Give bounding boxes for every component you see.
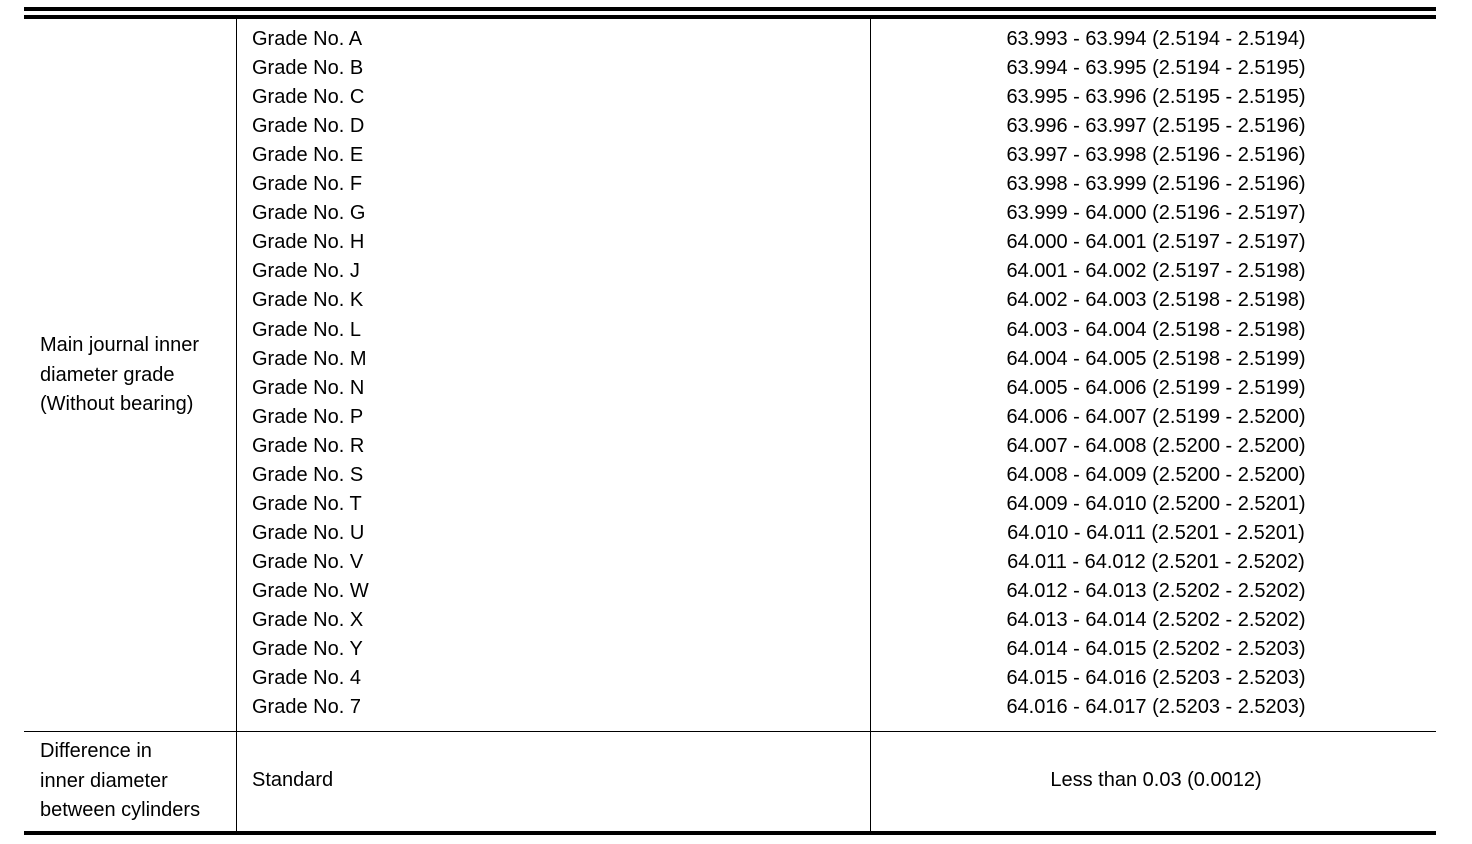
grade-name: Grade No. 7 [252, 696, 361, 718]
grade-value: 63.997 - 63.998 (2.5196 - 2.5196) [1006, 144, 1306, 166]
grade-value: 64.007 - 64.008 (2.5200 - 2.5200) [1006, 435, 1306, 457]
grade-value: 64.010 - 64.011 (2.5201 - 2.5201) [1007, 522, 1305, 544]
difference-value: Less than 0.03 (0.0012) [1050, 769, 1262, 791]
table-top-rule [24, 7, 1436, 11]
grade-name: Grade No. K [252, 289, 364, 311]
grade-name: Grade No. X [252, 609, 364, 631]
grade-value: 63.994 - 63.995 (2.5194 - 2.5195) [1006, 57, 1306, 79]
difference-section-label [40, 737, 240, 826]
grade-name: Grade No. P [252, 406, 364, 428]
section-divider [24, 731, 1436, 732]
grade-value: 63.995 - 63.996 (2.5195 - 2.5195) [1006, 86, 1306, 108]
grade-value: 64.011 - 64.012 (2.5201 - 2.5202) [1007, 551, 1305, 573]
grade-value: 64.016 - 64.017 (2.5203 - 2.5203) [1006, 696, 1306, 718]
grade-value: 64.012 - 64.013 (2.5202 - 2.5202) [1006, 580, 1306, 602]
table-bottom-rule [24, 831, 1436, 835]
grade-name: Grade No. F [252, 173, 363, 195]
grade-name: Grade No. N [252, 377, 365, 399]
grade-name: Grade No. G [252, 202, 366, 224]
grade-name: Grade No. C [252, 86, 365, 108]
grade-name: Grade No. L [252, 319, 361, 341]
grade-name: Grade No. M [252, 348, 367, 370]
grade-value: 64.001 - 64.002 (2.5197 - 2.5198) [1006, 260, 1306, 282]
grade-value: 63.998 - 63.999 (2.5196 - 2.5196) [1006, 173, 1306, 195]
grade-value: 64.006 - 64.007 (2.5199 - 2.5200) [1006, 406, 1306, 428]
grade-name: Grade No. R [252, 435, 365, 457]
grade-name: Grade No. V [252, 551, 364, 573]
grade-name: Grade No. B [252, 57, 364, 79]
grade-name: Grade No. E [252, 144, 364, 166]
grade-value: 64.008 - 64.009 (2.5200 - 2.5200) [1006, 464, 1306, 486]
grade-value: 64.004 - 64.005 (2.5198 - 2.5199) [1006, 348, 1306, 370]
grade-name: Grade No. H [252, 231, 365, 253]
grade-value: 64.009 - 64.010 (2.5200 - 2.5201) [1006, 493, 1306, 515]
grade-name: Grade No. S [252, 464, 364, 486]
difference-label-line-1: Difference in [40, 740, 152, 762]
grade-value: 64.015 - 64.016 (2.5203 - 2.5203) [1006, 667, 1306, 689]
grade-name: Grade No. 4 [252, 667, 361, 689]
difference-item: Standard [252, 769, 334, 791]
grade-name: Grade No. Y [252, 638, 363, 660]
grade-name: Grade No. J [252, 260, 360, 282]
grade-name: Grade No. W [252, 580, 369, 602]
difference-label-line-3: between cylinders [40, 799, 201, 821]
grade-value: 63.993 - 63.994 (2.5194 - 2.5194) [1006, 28, 1306, 50]
grade-section-label [40, 331, 240, 420]
grade-label-line-2: diameter grade [40, 363, 175, 386]
grade-name: Grade No. T [252, 493, 362, 515]
grade-name: Grade No. A [252, 28, 363, 50]
grade-value: 64.000 - 64.001 (2.5197 - 2.5197) [1006, 231, 1306, 253]
grade-label-line-1: Main journal inner [40, 334, 199, 356]
grade-value: 63.999 - 64.000 (2.5196 - 2.5197) [1006, 202, 1306, 224]
grade-value: 63.996 - 63.997 (2.5195 - 2.5196) [1006, 115, 1306, 137]
column-divider-1 [236, 19, 237, 831]
grade-name: Grade No. D [252, 115, 365, 137]
grade-name: Grade No. U [252, 522, 365, 544]
difference-label-line-2: inner diameter [40, 769, 168, 792]
grade-value: 64.013 - 64.014 (2.5202 - 2.5202) [1006, 609, 1306, 631]
grade-value: 64.002 - 64.003 (2.5198 - 2.5198) [1006, 289, 1306, 311]
grade-value: 64.014 - 64.015 (2.5202 - 2.5203) [1006, 638, 1306, 660]
grade-label-line-3: (Without bearing) [40, 393, 194, 415]
grade-value: 64.003 - 64.004 (2.5198 - 2.5198) [1006, 319, 1306, 341]
grade-value: 64.005 - 64.006 (2.5199 - 2.5199) [1006, 377, 1306, 399]
